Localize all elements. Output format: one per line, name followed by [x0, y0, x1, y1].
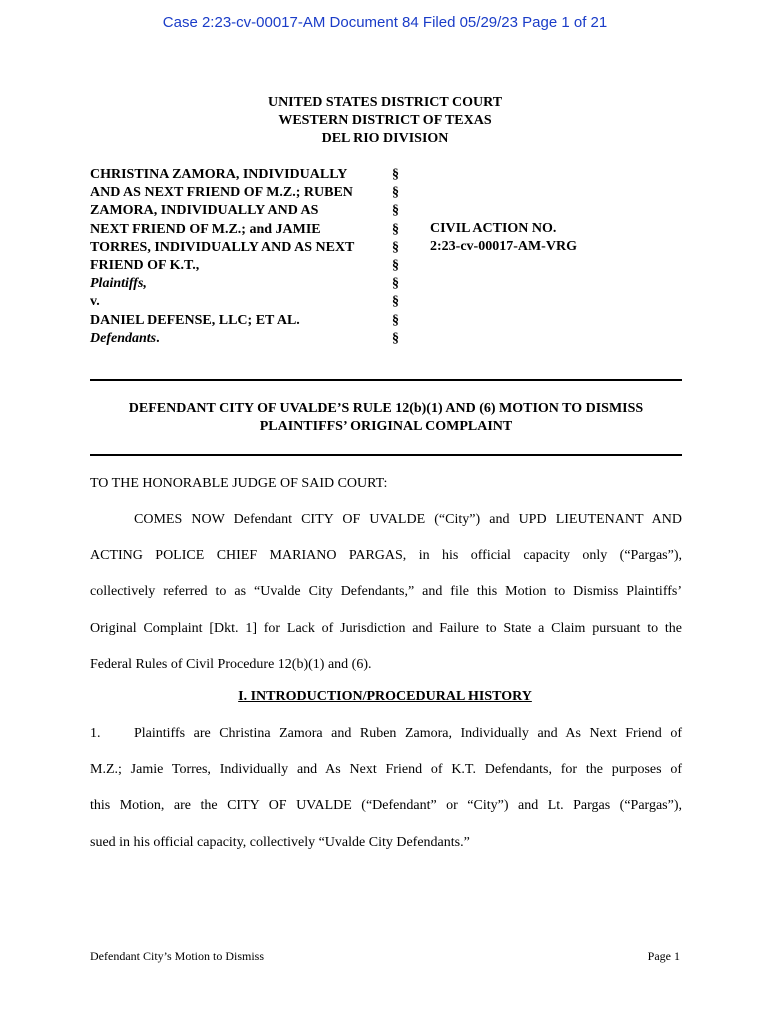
paragraph-number: 1. [90, 726, 101, 741]
section-symbol: § [392, 239, 399, 255]
section-symbol: § [392, 203, 399, 219]
court-division: DEL RIO DIVISION [321, 131, 449, 146]
party-line: ZAMORA, INDIVIDUALLY AND AS [90, 203, 319, 219]
footer-page-number: Page 1 [647, 949, 680, 963]
footer-document-title: Defendant City’s Motion to Dismiss [90, 949, 264, 963]
paragraph-line: M.Z.; Jamie Torres, Individually and As Next Friend of K.T. Defendants, for the purposes of [90, 762, 682, 778]
civil-action-label: CIVIL ACTION NO. [430, 221, 557, 236]
defendant-name: DANIEL DEFENSE, LLC; ET AL. [90, 312, 300, 328]
motion-title-line: PLAINTIFFS’ ORIGINAL COMPLAINT [259, 419, 513, 434]
defendants-label-line [90, 330, 385, 348]
versus-label: v. [90, 294, 100, 310]
paragraph-line: Original Complaint [Dkt. 1] for Lack of Jurisdiction and Failure to State a Claim pursuant to the [90, 620, 682, 636]
party-line: TORRES, INDIVIDUALLY AND AS NEXT [90, 239, 355, 255]
salutation: TO THE HONORABLE JUDGE OF SAID COURT: [90, 476, 388, 491]
section-heading: I. INTRODUCTION/PROCEDURAL HISTORY [238, 689, 532, 704]
section-symbol: § [392, 167, 399, 182]
motion-title [90, 400, 682, 436]
caption-parties [90, 166, 385, 348]
court-district: WESTERN DISTRICT OF TEXAS [278, 113, 492, 128]
civil-action-number: 2:23-cv-00017-AM-VRG [430, 239, 577, 255]
title-top-rule [90, 379, 682, 381]
party-line: FRIEND OF K.T., [90, 258, 200, 274]
title-bottom-rule [90, 454, 682, 456]
court-name: UNITED STATES DISTRICT COURT [267, 95, 503, 110]
paragraph-line: Federal Rules of Civil Procedure 12(b)(1) and (6). [90, 656, 372, 672]
paragraph-line-text: COMES NOW Defendant CITY OF UVALDE (“City”) and UPD LIEUTENANT AND [134, 512, 682, 527]
defendants-label: Defendants [90, 330, 157, 346]
filing-stamp: Case 2:23-cv-00017-AM Document 84 Filed 05/29/23 Page 1 of 21 [162, 14, 608, 31]
paragraph-line [90, 716, 682, 752]
paragraph-line-text: Plaintiffs are Christina Zamora and Ruben Zamora, Individually and As Next Friend of [134, 726, 682, 741]
paragraph-line: collectively referred to as “Uvalde City Defendants,” and file this Motion to Dismiss Plaintiffs’ [90, 584, 682, 600]
motion-title-line: DEFENDANT CITY OF UVALDE’S RULE 12(b)(1) AND (6) MOTION TO DISMISS [128, 401, 644, 416]
section-symbol: § [392, 330, 399, 346]
section-symbol: § [392, 276, 399, 292]
defendants-period: . [156, 330, 160, 346]
paragraph-1 [90, 716, 682, 861]
plaintiffs-label: Plaintiffs, [90, 276, 147, 292]
paragraph-line: ACTING POLICE CHIEF MARIANO PARGAS, in his official capacity only (“Pargas”), [90, 548, 682, 564]
party-line: CHRISTINA ZAMORA, INDIVIDUALLY [90, 167, 348, 182]
paragraph-line: this Motion, are the CITY OF UVALDE (“Defendant” or “City”) and Lt. Pargas (“Pargas”), [90, 798, 682, 814]
intro-paragraph [90, 502, 682, 683]
civil-action [430, 220, 577, 256]
section-symbol: § [392, 258, 399, 274]
paragraph-line: sued in his official capacity, collectively “Uvalde City Defendants.” [90, 834, 470, 850]
court-header [0, 94, 770, 148]
section-symbol: § [392, 294, 399, 310]
party-line: AND AS NEXT FRIEND OF M.Z.; RUBEN [90, 185, 353, 201]
section-symbol: § [392, 221, 399, 237]
party-line: NEXT FRIEND OF M.Z.; and JAMIE [90, 221, 321, 237]
paragraph-line [90, 502, 682, 538]
section-symbol-column [392, 166, 406, 348]
section-symbol: § [392, 312, 399, 328]
section-symbol: § [392, 185, 399, 201]
